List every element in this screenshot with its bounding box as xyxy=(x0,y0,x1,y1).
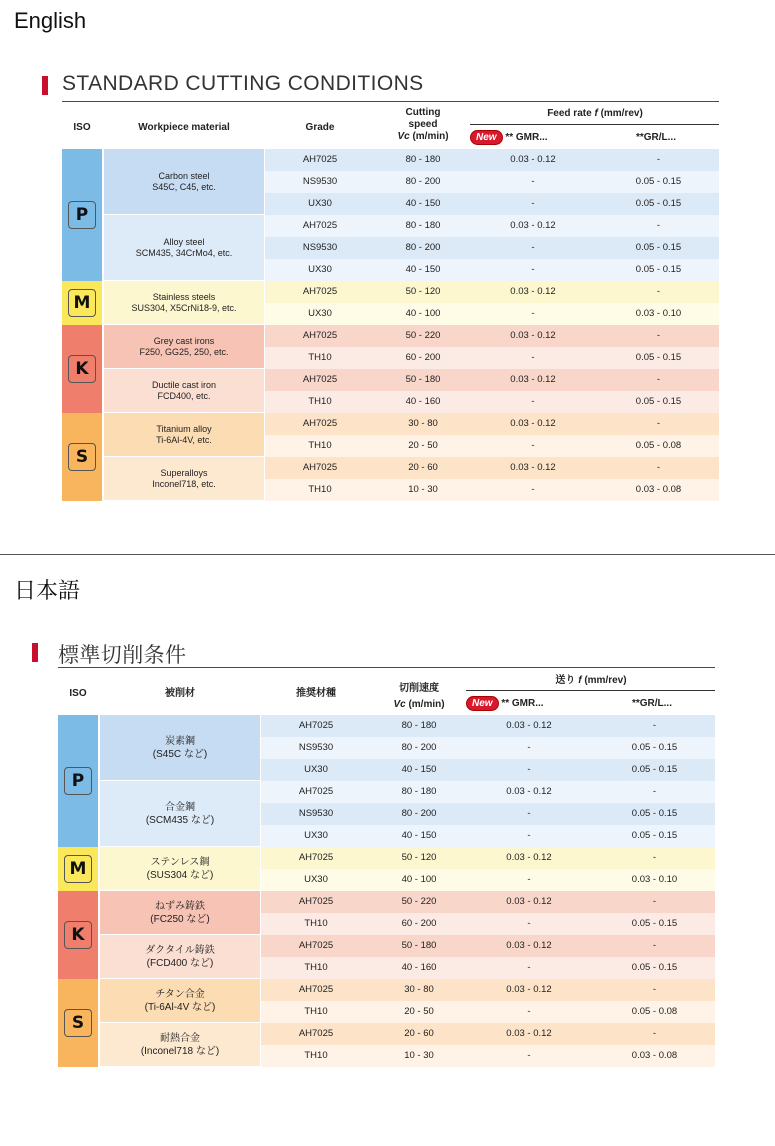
cell-speed: 80 - 200 xyxy=(401,808,437,819)
cell-gmr: 0.03 - 0.12 xyxy=(510,462,556,473)
iso-letter-p: P xyxy=(68,201,96,229)
title-underline-jp xyxy=(58,667,715,668)
header-speed xyxy=(378,107,468,143)
cell-grade: AH7025 xyxy=(302,220,338,231)
cell-grl: 0.03 - 0.10 xyxy=(631,874,678,885)
cell-speed: 50 - 120 xyxy=(401,852,437,863)
material-k2-l2: (FCD400 など) xyxy=(146,957,214,969)
cell-grl: 0.05 - 0.15 xyxy=(635,352,682,363)
material-p1 xyxy=(104,149,264,214)
material-k1 xyxy=(104,325,264,368)
cell-gmr: 0.03 - 0.12 xyxy=(506,786,552,797)
cell-gmr: - xyxy=(531,352,535,363)
cell-grade: UX30 xyxy=(304,830,328,841)
cell-gmr: - xyxy=(527,918,531,929)
cell-grade: AH7025 xyxy=(298,896,334,907)
cell-speed: 10 - 30 xyxy=(408,484,438,495)
cell-speed: 80 - 180 xyxy=(401,786,437,797)
table-row xyxy=(261,913,715,935)
new-badge: New xyxy=(470,130,503,145)
cell-grl: 0.05 - 0.15 xyxy=(635,242,682,253)
cell-grade: AH7025 xyxy=(298,852,334,863)
language-label-english: English xyxy=(14,8,87,33)
cell-gmr: - xyxy=(527,764,531,775)
material-k1 xyxy=(100,891,260,934)
table-row xyxy=(265,259,719,281)
header-gmr xyxy=(470,130,596,145)
material-s1-l2: Ti-6Al-4V, etc. xyxy=(156,434,212,445)
header-speed-unit-jp: (m/min) xyxy=(408,699,445,710)
header-speed-line1-jp: 切削速度 xyxy=(399,683,439,694)
cell-grl: - xyxy=(652,852,657,863)
cell-speed: 80 - 200 xyxy=(401,742,437,753)
cell-grade: NS9530 xyxy=(302,242,338,253)
cell-grl: 0.05 - 0.15 xyxy=(631,764,678,775)
cell-gmr: 0.03 - 0.12 xyxy=(506,940,552,951)
cell-grade: AH7025 xyxy=(302,154,338,165)
cell-grade: NS9530 xyxy=(302,176,338,187)
header-speed-symbol-jp: Vc xyxy=(393,699,406,710)
material-p2 xyxy=(104,215,264,280)
cell-grade: TH10 xyxy=(304,1050,328,1061)
cell-speed: 10 - 30 xyxy=(404,1050,434,1061)
cell-grl: - xyxy=(652,1028,657,1039)
cell-grl: - xyxy=(652,984,657,995)
cell-speed: 40 - 150 xyxy=(401,830,437,841)
cell-grl: - xyxy=(652,940,657,951)
material-p2-l1: 合金鋼 xyxy=(165,801,195,813)
cell-gmr: - xyxy=(527,874,531,885)
cell-grade: TH10 xyxy=(308,484,332,495)
table-row xyxy=(261,737,715,759)
table-row xyxy=(261,935,715,957)
table-row xyxy=(261,979,715,1001)
feed-rule xyxy=(470,124,719,125)
cell-speed: 30 - 80 xyxy=(404,984,434,995)
iso-group-p xyxy=(58,715,98,847)
cell-grade: AH7025 xyxy=(302,418,338,429)
cell-gmr: 0.03 - 0.12 xyxy=(510,286,556,297)
material-m1 xyxy=(100,847,260,890)
cell-grl: - xyxy=(652,896,657,907)
table-row xyxy=(261,1023,715,1045)
material-k2-l1: Ductile cast iron xyxy=(151,379,217,390)
cell-speed: 50 - 120 xyxy=(405,286,441,297)
cell-gmr: 0.03 - 0.12 xyxy=(506,896,552,907)
table-row xyxy=(265,391,719,413)
table-row xyxy=(261,1001,715,1023)
cell-grade: TH10 xyxy=(308,396,332,407)
material-k2 xyxy=(104,369,264,412)
material-s2-l1: 耐熱合金 xyxy=(160,1032,200,1044)
iso-group-k xyxy=(58,891,98,979)
cell-speed: 80 - 200 xyxy=(405,242,441,253)
cell-speed: 60 - 200 xyxy=(405,352,441,363)
cell-speed: 40 - 100 xyxy=(405,308,441,319)
cell-gmr: - xyxy=(531,484,535,495)
material-s2-l1: Superalloys xyxy=(160,467,208,478)
cell-gmr: - xyxy=(527,808,531,819)
cell-speed: 40 - 150 xyxy=(401,764,437,775)
table-row xyxy=(261,869,715,891)
cell-grade: TH10 xyxy=(304,1006,328,1017)
iso-group-s xyxy=(58,979,98,1067)
material-s2-l2: (Inconel718 など) xyxy=(140,1045,220,1057)
material-p1-l1: Carbon steel xyxy=(158,170,210,181)
cell-grade: AH7025 xyxy=(302,286,338,297)
table-row xyxy=(265,193,719,215)
header-grade-jp: 推奨材種 xyxy=(296,688,336,699)
cell-speed: 20 - 50 xyxy=(408,440,438,451)
cell-gmr: - xyxy=(527,1006,531,1017)
cell-gmr: 0.03 - 0.12 xyxy=(506,1028,552,1039)
cell-speed: 60 - 200 xyxy=(401,918,437,929)
header-speed-jp xyxy=(374,683,464,711)
header-feed-jp xyxy=(466,675,716,687)
iso-letter-m: M xyxy=(68,289,96,317)
cell-gmr: 0.03 - 0.12 xyxy=(510,220,556,231)
table-row xyxy=(261,803,715,825)
iso-group-s xyxy=(62,413,102,501)
cell-grade: TH10 xyxy=(304,962,328,973)
material-k1-l2: (FC250 など) xyxy=(150,913,210,925)
material-p1 xyxy=(100,715,260,780)
cell-grl: 0.05 - 0.15 xyxy=(635,264,682,275)
title-marker-jp xyxy=(32,643,38,662)
material-p2-l2: SCM435, 34CrMo4, etc. xyxy=(135,247,233,258)
cell-speed: 50 - 180 xyxy=(401,940,437,951)
header-speed-line1: Cutting xyxy=(405,107,441,118)
cell-speed: 50 - 220 xyxy=(405,330,441,341)
cell-speed: 80 - 180 xyxy=(401,720,437,731)
header-feed-unit-jp: (mm/rev) xyxy=(584,675,627,686)
cell-speed: 50 - 220 xyxy=(401,896,437,907)
cell-grade: UX30 xyxy=(308,264,332,275)
cell-speed: 40 - 150 xyxy=(405,264,441,275)
cell-grade: AH7025 xyxy=(302,462,338,473)
cell-grade: UX30 xyxy=(304,874,328,885)
cell-grl: 0.05 - 0.15 xyxy=(631,742,678,753)
cell-grade: UX30 xyxy=(308,198,332,209)
cell-speed: 80 - 200 xyxy=(405,176,441,187)
cell-grl: - xyxy=(656,418,661,429)
cell-speed: 80 - 180 xyxy=(405,220,441,231)
iso-letter-m: M xyxy=(64,855,92,883)
header-gmr-label: ** GMR... xyxy=(505,132,548,143)
header-material-jp: 被削材 xyxy=(165,688,195,699)
table-row xyxy=(265,369,719,391)
cell-gmr: 0.03 - 0.12 xyxy=(506,852,552,863)
cell-grade: TH10 xyxy=(304,918,328,929)
header-speed-line2: speed xyxy=(408,119,438,130)
header-speed-unit: (m/min) xyxy=(412,131,449,142)
title-underline xyxy=(62,101,719,102)
table-row xyxy=(265,303,719,325)
table-row xyxy=(265,237,719,259)
cell-gmr: 0.03 - 0.12 xyxy=(510,330,556,341)
header-speed-symbol: Vc xyxy=(397,131,410,142)
cell-speed: 40 - 150 xyxy=(405,198,441,209)
header-grl-jp: **GR/L... xyxy=(631,698,672,709)
cell-gmr: 0.03 - 0.12 xyxy=(510,374,556,385)
table-row xyxy=(265,457,719,479)
cell-gmr: - xyxy=(527,962,531,973)
cell-grl: 0.05 - 0.15 xyxy=(635,198,682,209)
cell-grade: UX30 xyxy=(304,764,328,775)
title-marker xyxy=(42,76,48,95)
cell-speed: 50 - 180 xyxy=(405,374,441,385)
cell-speed: 80 - 180 xyxy=(405,154,441,165)
cell-gmr: 0.03 - 0.12 xyxy=(510,418,556,429)
cell-grade: AH7025 xyxy=(298,940,334,951)
cell-grl: - xyxy=(656,154,661,165)
iso-letter-s: S xyxy=(64,1009,92,1037)
material-m1-l2: (SUS304 など) xyxy=(146,869,214,881)
cell-grade: TH10 xyxy=(308,352,332,363)
table-row xyxy=(261,715,715,737)
cell-grl: - xyxy=(656,286,661,297)
table-row xyxy=(261,825,715,847)
material-m1-l1: Stainless steels xyxy=(152,291,216,302)
cell-speed: 40 - 160 xyxy=(405,396,441,407)
header-feed-label: Feed rate xyxy=(547,108,592,119)
section-title xyxy=(42,74,722,100)
material-k2-l2: FCD400, etc. xyxy=(157,390,211,401)
table-row xyxy=(265,171,719,193)
cell-grl: 0.05 - 0.08 xyxy=(635,440,682,451)
header-grl: **GR/L... xyxy=(635,132,676,143)
cell-grade: UX30 xyxy=(308,308,332,319)
material-p1-l1: 炭素鋼 xyxy=(165,735,195,747)
cell-grade: AH7025 xyxy=(298,984,334,995)
feed-rule-jp xyxy=(466,690,715,691)
page-title: STANDARD CUTTING CONDITIONS xyxy=(62,72,424,95)
material-p1-l2: S45C, C45, etc. xyxy=(152,181,216,192)
material-s1-l2: (Ti-6Al-4V など) xyxy=(144,1001,216,1013)
cell-gmr: - xyxy=(527,1050,531,1061)
new-badge-jp: New xyxy=(466,696,499,711)
cell-gmr: - xyxy=(527,830,531,841)
material-s1-l1: Titanium alloy xyxy=(156,423,212,434)
table-row xyxy=(261,781,715,803)
table-row xyxy=(261,1045,715,1067)
cell-grl: - xyxy=(656,374,661,385)
material-p2-l1: Alloy steel xyxy=(163,236,205,247)
cell-grl: 0.05 - 0.15 xyxy=(631,962,678,973)
cell-grl: 0.05 - 0.15 xyxy=(631,918,678,929)
header-iso-jp: ISO xyxy=(69,688,87,699)
cell-gmr: 0.03 - 0.12 xyxy=(506,720,552,731)
cell-grl: - xyxy=(656,220,661,231)
material-k2 xyxy=(100,935,260,978)
iso-group-m xyxy=(62,281,102,325)
material-k2-l1: ダクタイル鋳鉄 xyxy=(145,944,215,956)
header-grade: Grade xyxy=(305,122,335,133)
cell-grl: 0.05 - 0.15 xyxy=(631,808,678,819)
header-feed-symbol: f xyxy=(594,108,598,119)
iso-letter-p: P xyxy=(64,767,92,795)
cell-grl: 0.03 - 0.08 xyxy=(635,484,682,495)
cell-speed: 30 - 80 xyxy=(408,418,438,429)
material-s2 xyxy=(104,457,264,500)
header-gmr-jp xyxy=(466,696,592,711)
table-row xyxy=(265,435,719,457)
iso-letter-k: K xyxy=(68,355,96,383)
iso-group-k xyxy=(62,325,102,413)
cell-gmr: - xyxy=(531,440,535,451)
header-feed-unit: (mm/rev) xyxy=(600,108,643,119)
material-k1-l1: Grey cast irons xyxy=(153,335,215,346)
cell-gmr: 0.03 - 0.12 xyxy=(510,154,556,165)
cell-grl: - xyxy=(652,786,657,797)
material-p2-l2: (SCM435 など) xyxy=(145,814,215,826)
table-row xyxy=(265,281,719,303)
header-iso: ISO xyxy=(73,122,91,133)
cell-speed: 20 - 60 xyxy=(404,1028,434,1039)
header-feed xyxy=(470,108,720,120)
material-p2 xyxy=(100,781,260,846)
material-m1 xyxy=(104,281,264,324)
cell-grade: AH7025 xyxy=(302,330,338,341)
cell-grade: TH10 xyxy=(308,440,332,451)
cell-grade: NS9530 xyxy=(298,742,334,753)
cell-gmr: - xyxy=(531,242,535,253)
table-row xyxy=(265,413,719,435)
cell-grl: 0.05 - 0.08 xyxy=(631,1006,678,1017)
table-row xyxy=(265,347,719,369)
page-title-jp: 標準切削条件 xyxy=(58,644,187,667)
material-k1-l2: F250, GG25, 250, etc. xyxy=(139,346,229,357)
cell-grl: 0.05 - 0.15 xyxy=(631,830,678,841)
material-p1-l2: (S45C など) xyxy=(152,748,208,760)
cell-grl: - xyxy=(656,330,661,341)
cell-grade: AH7025 xyxy=(298,1028,334,1039)
cell-speed: 20 - 60 xyxy=(408,462,438,473)
table-row xyxy=(261,847,715,869)
cell-gmr: - xyxy=(531,198,535,209)
table-row xyxy=(261,891,715,913)
cell-grl: 0.05 - 0.15 xyxy=(635,396,682,407)
cell-gmr: - xyxy=(531,176,535,187)
iso-group-m xyxy=(58,847,98,891)
table-row xyxy=(265,479,719,501)
cell-grade: NS9530 xyxy=(298,808,334,819)
cell-grl: 0.05 - 0.15 xyxy=(635,176,682,187)
cell-grl: 0.03 - 0.08 xyxy=(631,1050,678,1061)
cell-grl: - xyxy=(656,462,661,473)
header-feed-symbol-jp: f xyxy=(578,675,582,686)
header-material: Workpiece material xyxy=(138,122,230,133)
iso-letter-s: S xyxy=(68,443,96,471)
cell-grade: AH7025 xyxy=(302,374,338,385)
cell-gmr: 0.03 - 0.12 xyxy=(506,984,552,995)
cell-grl: 0.03 - 0.10 xyxy=(635,308,682,319)
section-divider xyxy=(0,554,775,555)
table-row xyxy=(265,215,719,237)
header-gmr-label-jp: ** GMR... xyxy=(501,698,544,709)
table-row xyxy=(261,759,715,781)
iso-group-p xyxy=(62,149,102,281)
cell-grade: AH7025 xyxy=(298,786,334,797)
material-m1-l1: ステンレス鋼 xyxy=(150,856,210,868)
header-feed-label-jp: 送り xyxy=(555,675,576,686)
cell-speed: 40 - 160 xyxy=(401,962,437,973)
cell-speed: 40 - 100 xyxy=(401,874,437,885)
material-s1 xyxy=(104,413,264,456)
material-s2-l2: Inconel718, etc. xyxy=(152,478,216,489)
cell-gmr: - xyxy=(531,264,535,275)
material-s1 xyxy=(100,979,260,1022)
table-row xyxy=(261,957,715,979)
table-row xyxy=(265,149,719,171)
iso-letter-k: K xyxy=(64,921,92,949)
material-s1-l1: チタン合金 xyxy=(155,988,205,1000)
material-k1-l1: ねずみ鋳鉄 xyxy=(155,900,205,912)
section-title-jp xyxy=(32,641,722,667)
cell-speed: 20 - 50 xyxy=(404,1006,434,1017)
material-m1-l2: SUS304, X5CrNi18-9, etc. xyxy=(131,302,237,313)
cell-gmr: - xyxy=(527,742,531,753)
cell-grade: AH7025 xyxy=(298,720,334,731)
cell-grl: - xyxy=(652,720,657,731)
material-s2 xyxy=(100,1023,260,1066)
cell-gmr: - xyxy=(531,308,535,319)
language-label-japanese: 日本語 xyxy=(14,578,81,603)
table-row xyxy=(265,325,719,347)
cell-gmr: - xyxy=(531,396,535,407)
